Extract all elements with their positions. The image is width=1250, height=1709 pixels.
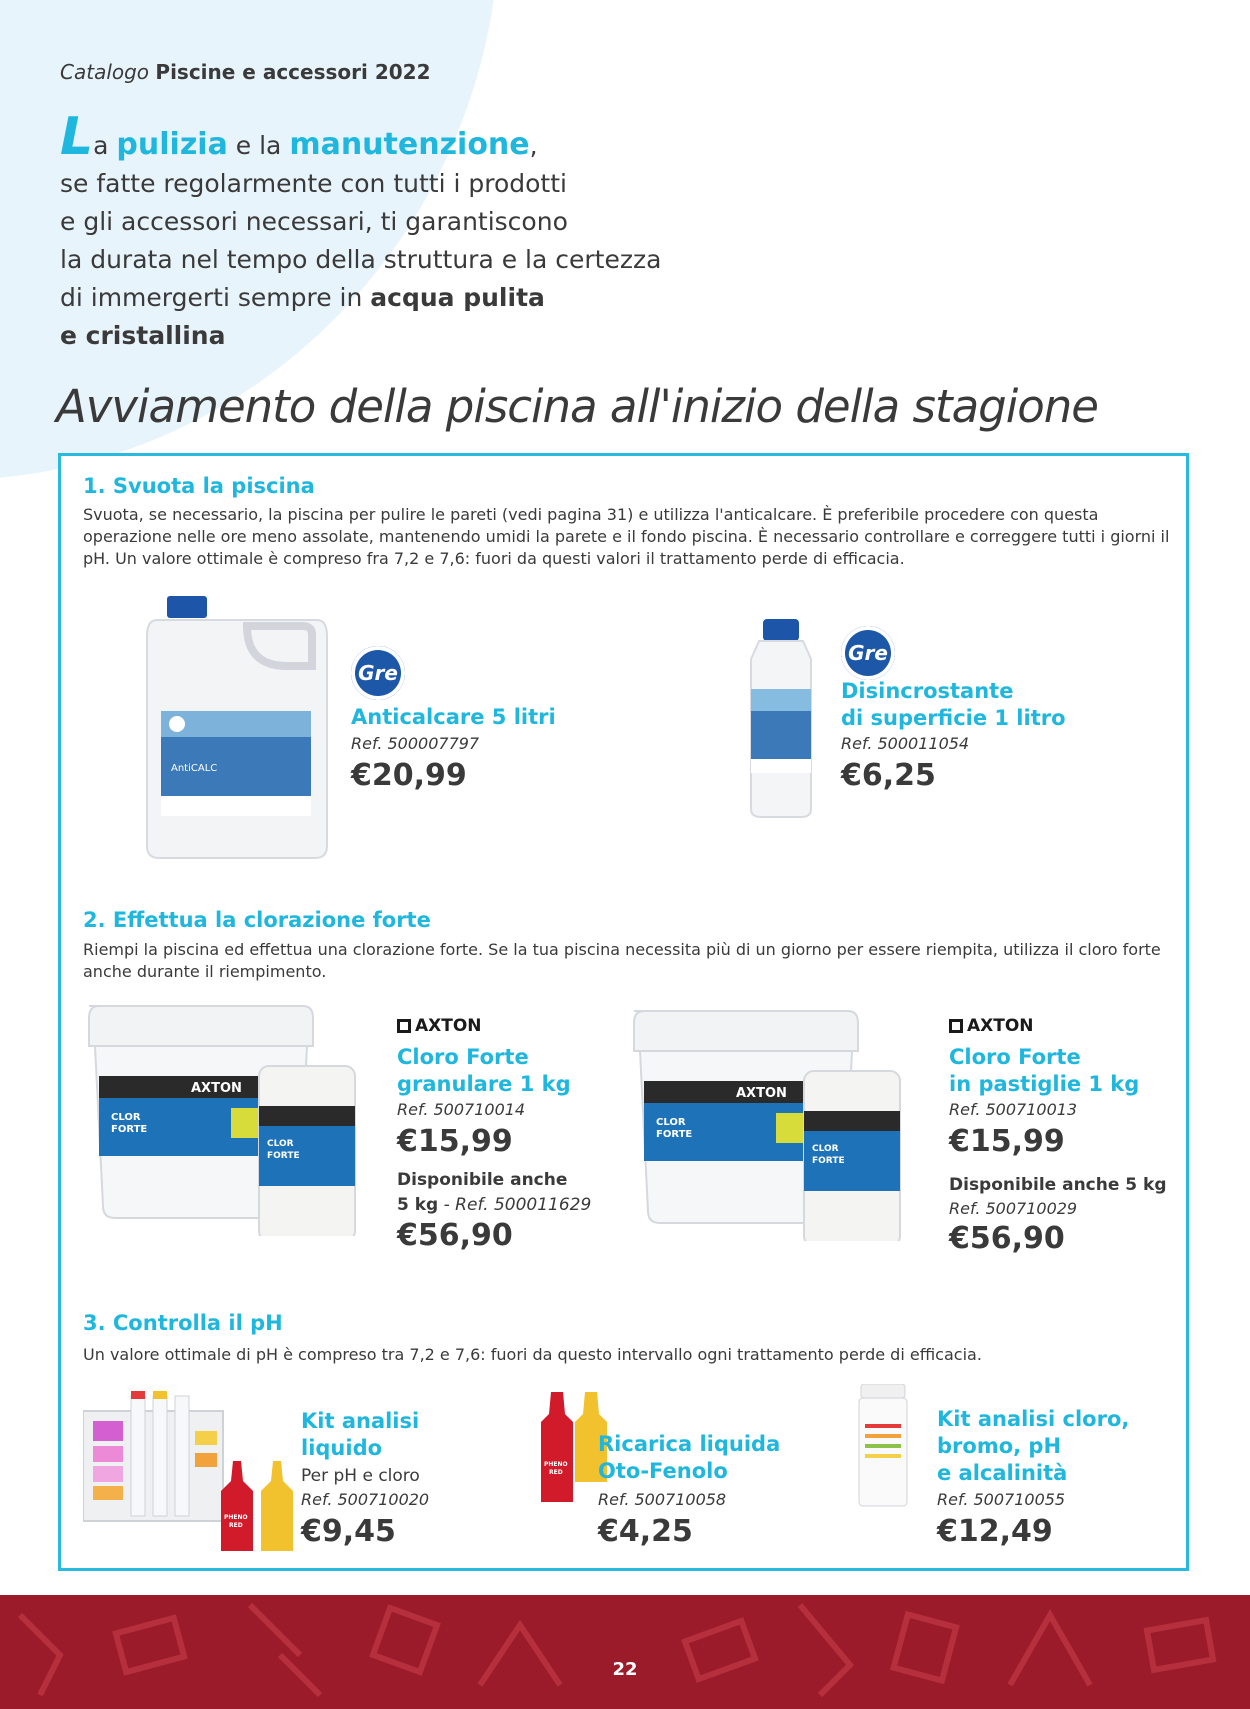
cloro-granulare-also-size: 5 kg (397, 1195, 439, 1215)
bucket-1-brand: AXTON (191, 1081, 242, 1096)
footer-tool-icon-1 (20, 1615, 60, 1695)
axton-logo-1 (397, 1016, 482, 1036)
bucket-1-clor: CLOR (111, 1112, 141, 1123)
axton-mark-icon (949, 1019, 963, 1033)
kit-liquido-name-1: Kit analisi (301, 1409, 420, 1433)
section-2-title: 2. Effettua la clorazione forte (83, 908, 431, 932)
anticalcare-product-image (137, 596, 337, 866)
tub-1-clor: CLOR (267, 1139, 294, 1149)
axton-text-2: AXTON (967, 1016, 1034, 1036)
footer-tool-icon-7 (800, 1605, 850, 1695)
ricarica-bottle-red: RED (549, 1469, 563, 1476)
cloro-pastiglie-price: €15,99 (949, 1124, 1065, 1159)
cloro-granulare-ref: Ref. 500710014 (397, 1100, 526, 1119)
bucket-1-forte: FORTE (111, 1124, 148, 1135)
cloro-pastiglie-product-image (626, 1001, 916, 1241)
footer-band (0, 1595, 1250, 1709)
section-2-text: Riempi la piscina ed effettua una clorazione forte. Se la tua piscina necessita più di un giorno per essere riempita, utilizza il cloro forte anche durante il riempimento. (83, 940, 1161, 981)
kit-liquido-bottle-pheno: PHENO (224, 1514, 248, 1521)
tub-2-clor: CLOR (812, 1144, 839, 1154)
bucket-2-brand: AXTON (736, 1086, 787, 1101)
ricarica-name-1: Ricarica liquida (598, 1432, 781, 1456)
cloro-pastiglie-name-1: Cloro Forte (949, 1045, 1081, 1069)
intro-line-6: e cristallina (60, 321, 226, 350)
cloro-pastiglie-also-price: €56,90 (949, 1221, 1065, 1256)
section-3-text: Un valore ottimale di pH è compreso tra 7,2 e 7,6: fuori da questo intervallo ogni trattamento perde di efficacia. (83, 1345, 982, 1364)
kit-liquido-sub: Per pH e cloro (301, 1466, 420, 1486)
cloro-pastiglie-name-2: in pastiglie 1 kg (949, 1072, 1140, 1096)
ricarica-ref: Ref. 500710058 (598, 1490, 727, 1509)
intro-highlight-pulizia: pulizia (116, 127, 228, 162)
intro-line-4: la durata nel tempo della struttura e la certezza (60, 245, 662, 274)
gre-logo-1: Gre (351, 646, 405, 700)
intro-line-1 (60, 107, 700, 167)
kit-cloro-product-image (853, 1384, 913, 1509)
section-1-title: 1. Svuota la piscina (83, 474, 315, 498)
axton-text-1: AXTON (415, 1016, 482, 1036)
intro-line-2: se fatte regolarmente con tutti i prodotti (60, 169, 567, 198)
kit-cloro-name-2: bromo, pH (937, 1434, 1062, 1458)
content-frame (58, 453, 1189, 1571)
cloro-granulare-also-price: €56,90 (397, 1218, 513, 1253)
drop-letter: L (60, 107, 94, 167)
cloro-granulare-product-image (81, 996, 361, 1236)
section-1-text: Svuota, se necessario, la piscina per pulire le pareti (vedi pagina 31) e utilizza l'anticalcare. È preferibile procedere con questa operazione nelle ore meno assolate, mantenendo umidi la parete e il fondo piscina. È necessario controllare e correggere tutti i giorni il pH. Un valore ottimale è compreso fra 7,2 e 7,6: fuori da questi valori il trattamento perde di efficacia. (83, 505, 1170, 568)
intro-line-5-start: di immergerti sempre in (60, 283, 371, 312)
cloro-granulare-price: €15,99 (397, 1124, 513, 1159)
cloro-granulare-also: Disponibile anche (397, 1170, 568, 1190)
kit-liquido-bottle-red: RED (229, 1522, 243, 1529)
anticalcare-ref: Ref. 500007797 (351, 734, 480, 753)
kit-liquido-product-image (83, 1391, 323, 1561)
anticalc-label: AntiCALC (171, 763, 218, 774)
disincrostante-ref: Ref. 500011054 (841, 734, 970, 753)
catalog-header (60, 60, 431, 84)
kit-liquido-name-2: liquido (301, 1436, 383, 1460)
disincrostante-name-2: di superficie 1 litro (841, 706, 1066, 730)
intro-comma: , (529, 131, 538, 160)
kit-liquido-ref: Ref. 500710020 (301, 1490, 430, 1509)
page-title: Avviamento della piscina all'inizio della stagione (56, 380, 1098, 433)
bucket-2-clor: CLOR (656, 1117, 686, 1128)
disincrostante-price: €6,25 (841, 758, 936, 793)
anticalcare-name: Anticalcare 5 litri (351, 705, 556, 729)
kit-cloro-ref: Ref. 500710055 (937, 1490, 1066, 1509)
cloro-granulare-also-line (397, 1193, 591, 1217)
catalog-lead: Catalogo (60, 60, 150, 84)
tub-2-forte: FORTE (812, 1156, 845, 1166)
intro-line-5-bold: acqua pulita (370, 283, 545, 312)
ricarica-price: €4,25 (598, 1514, 693, 1549)
ricarica-name-2: Oto-Fenolo (598, 1459, 728, 1483)
cloro-granulare-name-2: granulare 1 kg (397, 1072, 571, 1096)
anticalcare-price: €20,99 (351, 758, 467, 793)
intro-line-3: e gli accessori necessari, ti garantiscono (60, 207, 568, 236)
tub-1-forte: FORTE (267, 1151, 300, 1161)
kit-cloro-name-1: Kit analisi cloro, (937, 1407, 1130, 1431)
intro-line-5 (60, 279, 700, 317)
gre-logo-2: Gre (841, 626, 895, 680)
cloro-pastiglie-also: Disponibile anche 5 kg (949, 1175, 1167, 1195)
axton-logo-2 (949, 1016, 1034, 1036)
disincrostante-name-1: Disincrostante (841, 679, 1014, 703)
footer-tool-icon-3 (250, 1605, 320, 1695)
kit-liquido-price: €9,45 (301, 1514, 396, 1549)
footer-pattern (0, 1595, 1250, 1709)
kit-cloro-price: €12,49 (937, 1514, 1053, 1549)
cloro-granulare-also-ref: - Ref. 500011629 (438, 1195, 592, 1215)
disincrostante-product-image (741, 619, 821, 819)
cloro-pastiglie-also-ref: Ref. 500710029 (949, 1199, 1078, 1218)
cloro-pastiglie-ref: Ref. 500710013 (949, 1100, 1078, 1119)
axton-mark-icon (397, 1019, 411, 1033)
kit-cloro-name-3: e alcalinità (937, 1461, 1068, 1485)
section-3-title: 3. Controlla il pH (83, 1311, 283, 1335)
cloro-granulare-name-1: Cloro Forte (397, 1045, 529, 1069)
intro-a: a (93, 131, 117, 160)
ricarica-bottle-pheno: PHENO (544, 1461, 568, 1468)
catalog-title: Piscine e accessori 2022 (155, 60, 431, 84)
intro-e-la: e la (227, 131, 290, 160)
intro-paragraph (60, 107, 700, 355)
bucket-2-forte: FORTE (656, 1129, 693, 1140)
page-number: 22 (612, 1659, 638, 1680)
intro-highlight-manutenzione: manutenzione (289, 127, 530, 162)
